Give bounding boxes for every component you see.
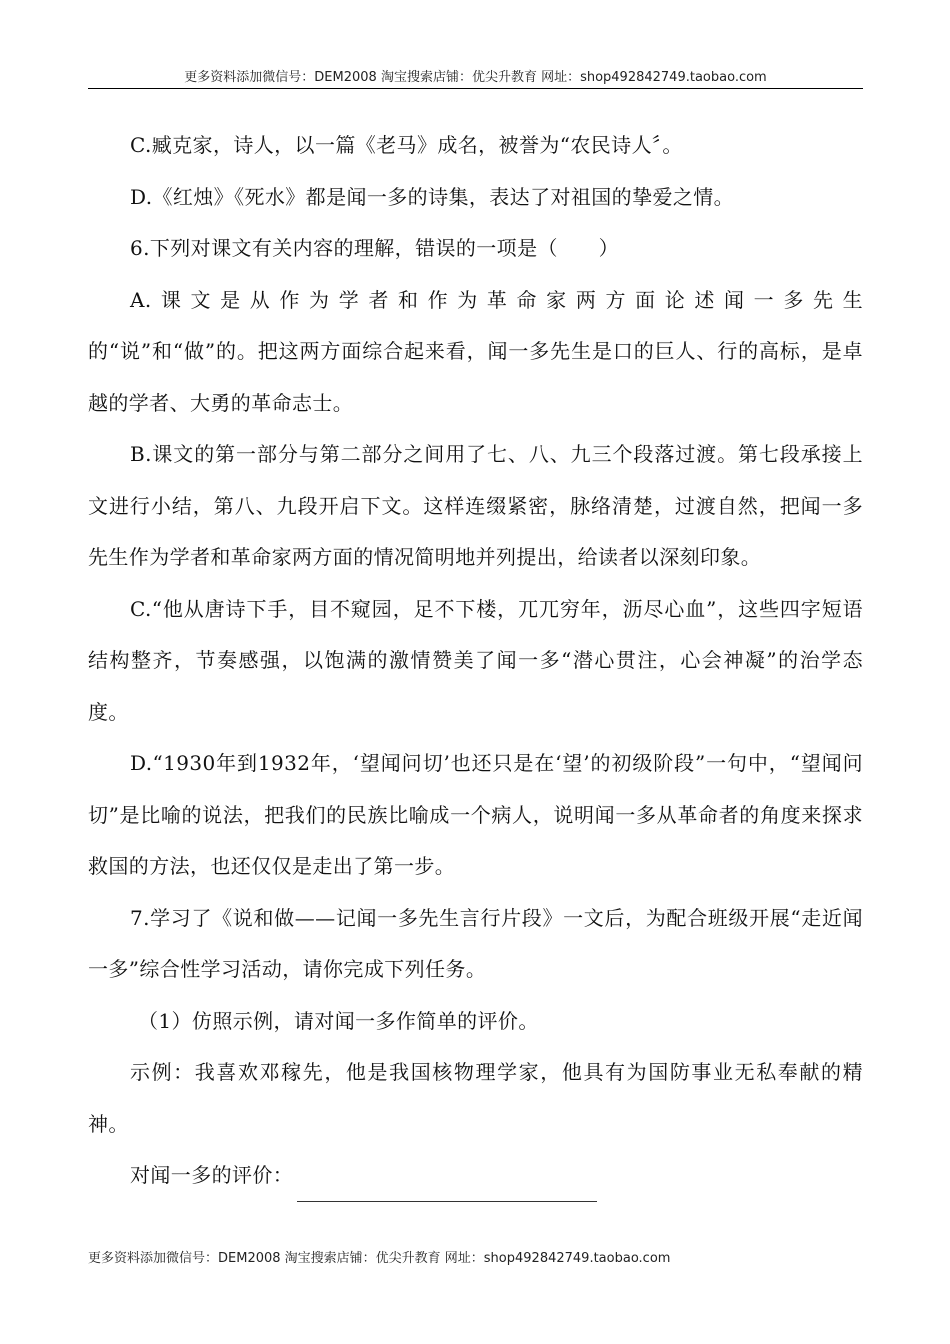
question-6-option-a-line1: A.课文是从作为学者和作为革命家两方面论述闻一多先生 [130, 287, 863, 312]
question-6-option-d: D.“1930年到1932年，‘望闻问切’也还只是在‘望’的初级阶段”一句中，“望闻问切”是比喻的说法，把我们的民族比喻成一个病人，说明闻一多从革命者的角度来探求救国的方法，也还仅仅是走出了第一步。 [88, 751, 863, 878]
header-divider [88, 88, 863, 89]
answer-label: 对闻一多的评价： [130, 1163, 294, 1187]
question-6-option-a-rest: 的“说”和“做”的。把这两方面综合起来看，闻一多先生是口的巨人、行的高标，是卓越的学者、大勇的革命志士。 [88, 339, 863, 415]
answer-row [88, 1150, 863, 1202]
page-header: 更多资料添加微信号：DEM2008 淘宝搜索店铺：优尖升教育 网址：shop492842749.taobao.com [184, 70, 767, 85]
option-d-prev: D.《红烛》《死水》都是闻一多的诗集，表达了对祖国的挚爱之情。 [130, 184, 735, 209]
question-7-example: 示例：我喜欢邓稼先，他是我国核物理学家，他具有为国防事业无私奉献的精神。 [88, 1060, 863, 1136]
question-6-option-b: B.课文的第一部分与第二部分之间用了七、八、九三个段落过渡。第七段承接上文进行小结，第八、九段开启下文。这样连缀紧密，脉络清楚，过渡自然，把闻一多先生作为学者和革命家两方面的情况简明地并列提出，给读者以深刻印象。 [88, 442, 863, 569]
page-footer: 更多资料添加微信号：DEM2008 淘宝搜索店铺：优尖升教育 网址：shop492842749.taobao.com [88, 1251, 671, 1266]
question-7-stem: 7.学习了《说和做——记闻一多先生言行片段》一文后，为配合班级开展“走近闻一多”综合性学习活动，请你完成下列任务。 [88, 905, 863, 981]
question-6-option-c: C.“他从唐诗下手，目不窥园，足不下楼，兀兀穷年，沥尽心血”，这些四字短语结构整齐，节奏感强，以饱满的激情赞美了闻一多“潜心贯注，心会神凝”的治学态度。 [88, 596, 863, 724]
document-body [88, 120, 863, 1202]
option-c-prev: C.臧克家，诗人，以一篇《老马》成名，被誉为“农民诗人〞。 [130, 133, 683, 157]
question-7-sub1: （1）仿照示例，请对闻一多作简单的评价。 [138, 1008, 539, 1033]
answer-blank-line[interactable] [297, 1177, 597, 1202]
question-6-stem: 6.下列对课文有关内容的理解，错误的一项是（ ） [130, 236, 620, 260]
